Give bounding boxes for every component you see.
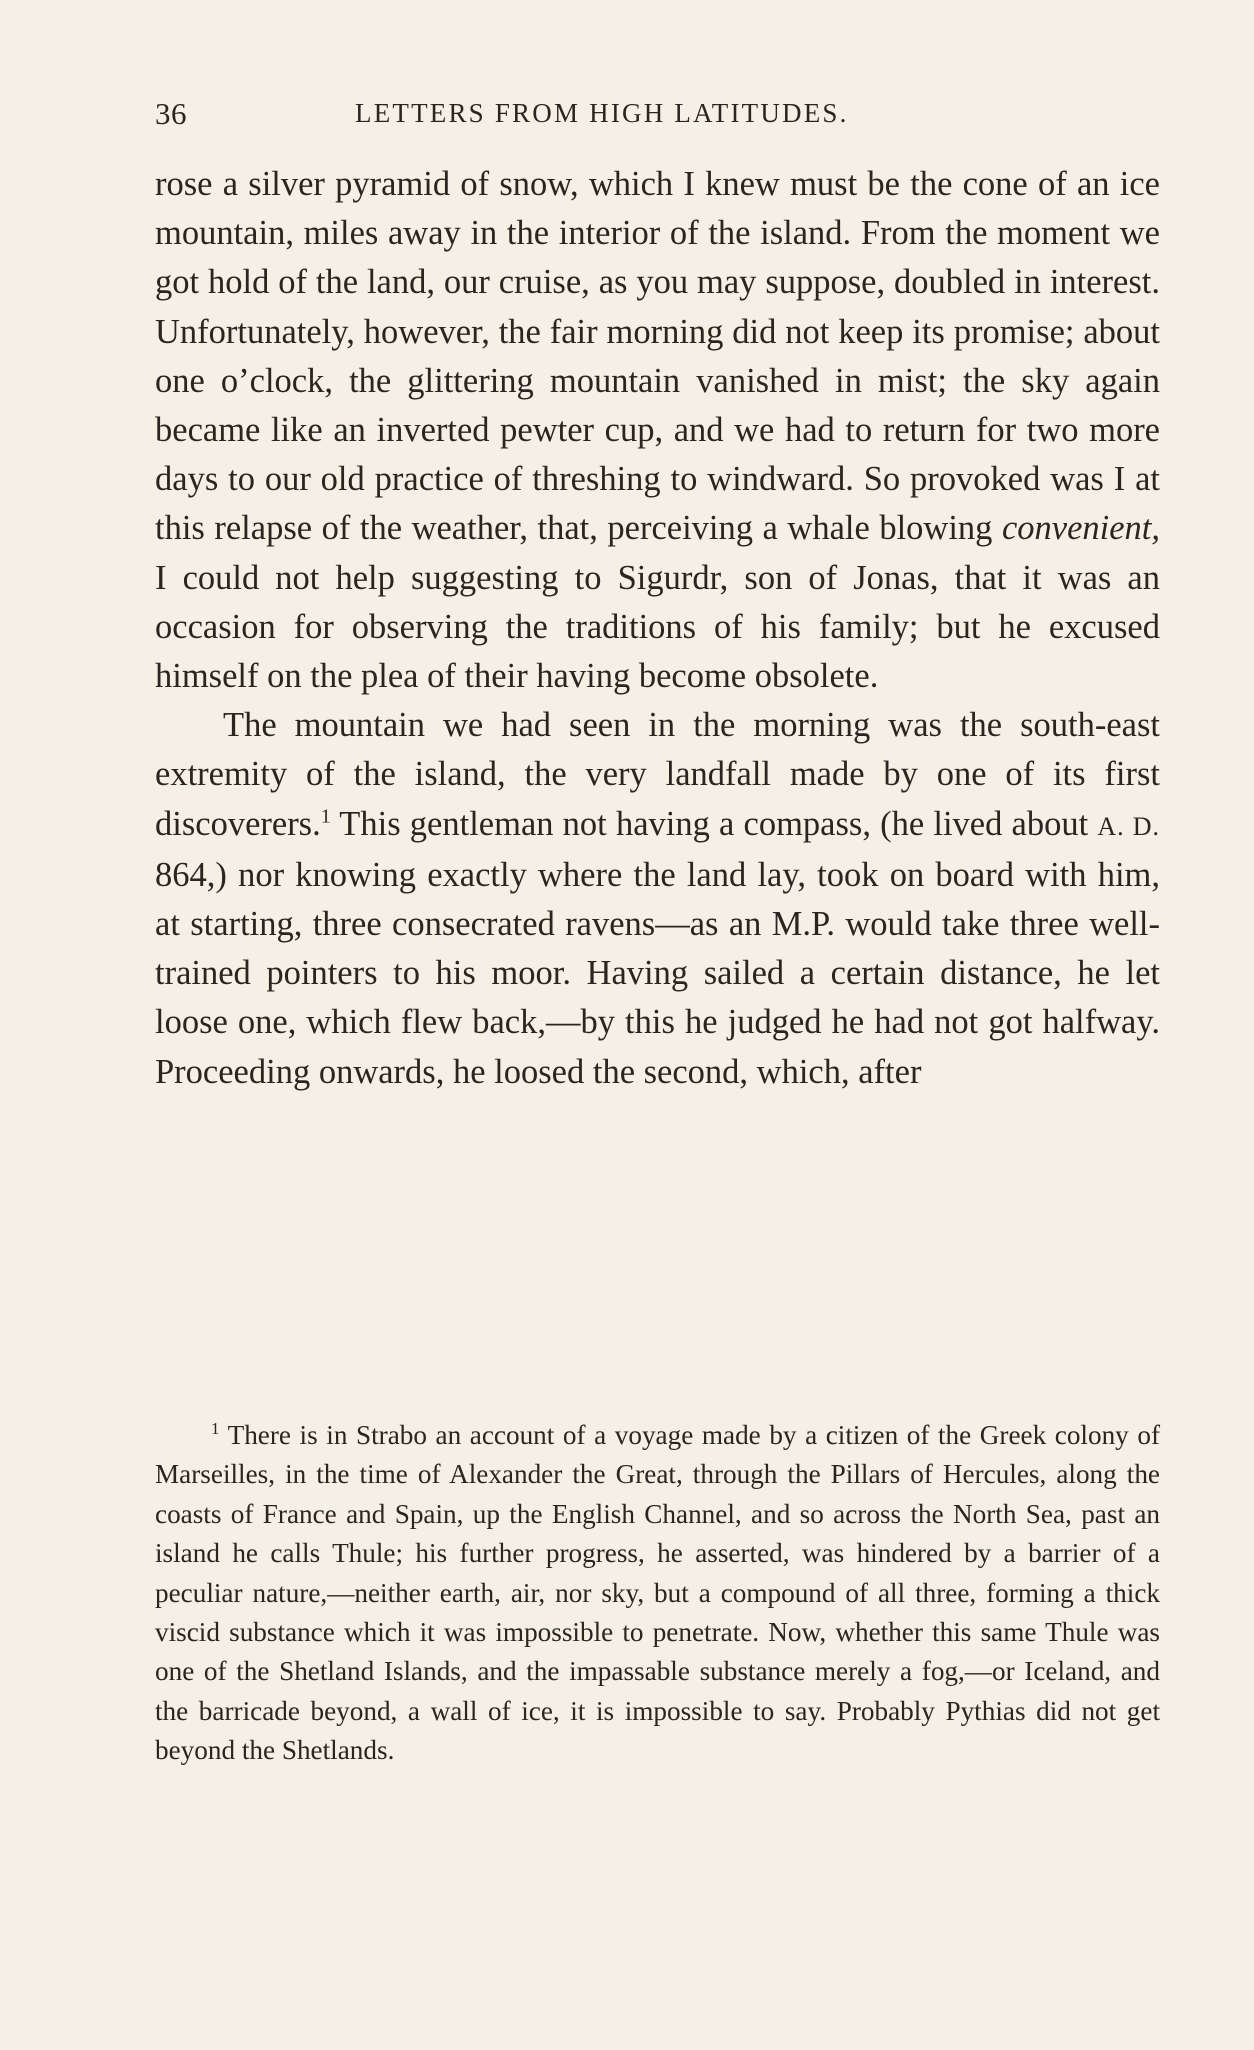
body-text (155, 160, 1160, 1097)
footnote (155, 1416, 1160, 1771)
paragraph-1 (155, 160, 1160, 701)
footnote-reference: 1 (320, 805, 331, 828)
paragraph-1-text-a: rose a silver pyramid of snow, which I knew must be the cone of an ice mountain, miles away in the interior of the island. From the moment we got hold of the land, our cruise, as you may suppose, doubled in interest. Unfortunately, however, the fair morning did not keep its promise; about one o’clock, the glittering mountain vanished in mist; the sky again became like an inverted pewter cup, and we had to return for two more days to our old practice of threshing to windward. So provoked was I at this relapse of the weather, that, perceiving a whale blowing (155, 165, 1160, 548)
running-head (155, 96, 1155, 136)
running-title: LETTERS FROM HIGH LATITUDES. (355, 98, 849, 128)
page-number: 36 (155, 96, 187, 131)
paragraph-2-text-b: This gentleman not having a compass, (he lived about (330, 804, 1098, 843)
era-small-caps: A. D. (1097, 811, 1160, 841)
paragraph-2-text-c: 864,) nor knowing exactly where the land lay, took on board with him, at starting, three consecrated ravens—as an M.P. would take three well-trained pointers to his moor. Having sailed a certain distance, he let loose one, which flew back,—by this he judged he had not got halfway. Proceeding onwards, he loosed the second, which, after (155, 855, 1160, 1091)
footnote-marker: 1 (211, 1418, 220, 1438)
paragraph-2-text-a: The mountain we had seen in the morning was the south-east extremity of the island, the very landfall made by one of its first discoverers. (155, 706, 1160, 843)
paragraph-2 (155, 701, 1160, 1097)
footnote-paragraph (155, 1416, 1160, 1771)
italic-word: convenient, (1001, 509, 1160, 548)
paragraph-1-text-b: I could not help suggesting to Sigurdr, son of Jonas, that it was an occasion for observing the traditions of his family; but he excused himself on the plea of their having become obsolete. (155, 558, 1160, 696)
footnote-text: There is in Strabo an account of a voyage made by a citizen of the Greek colony of Marseilles, in the time of Alexander the Great, through the Pillars of Hercules, along the coasts of France and Spain, up the English Channel, and so across the North Sea, past an island he calls Thule; his further progress, he asserted, was hindered by a barrier of a peculiar nature,—neither earth, air, nor sky, but a compound of all three, forming a thick viscid substance which it was impossible to penetrate. Now, whether this same Thule was one of the Shetland Islands, and the impassable substance merely a fog,—or Iceland, and the barricade beyond, a wall of ice, it is impossible to say. Probably Pythias did not get beyond the Shetlands. (155, 1420, 1160, 1766)
